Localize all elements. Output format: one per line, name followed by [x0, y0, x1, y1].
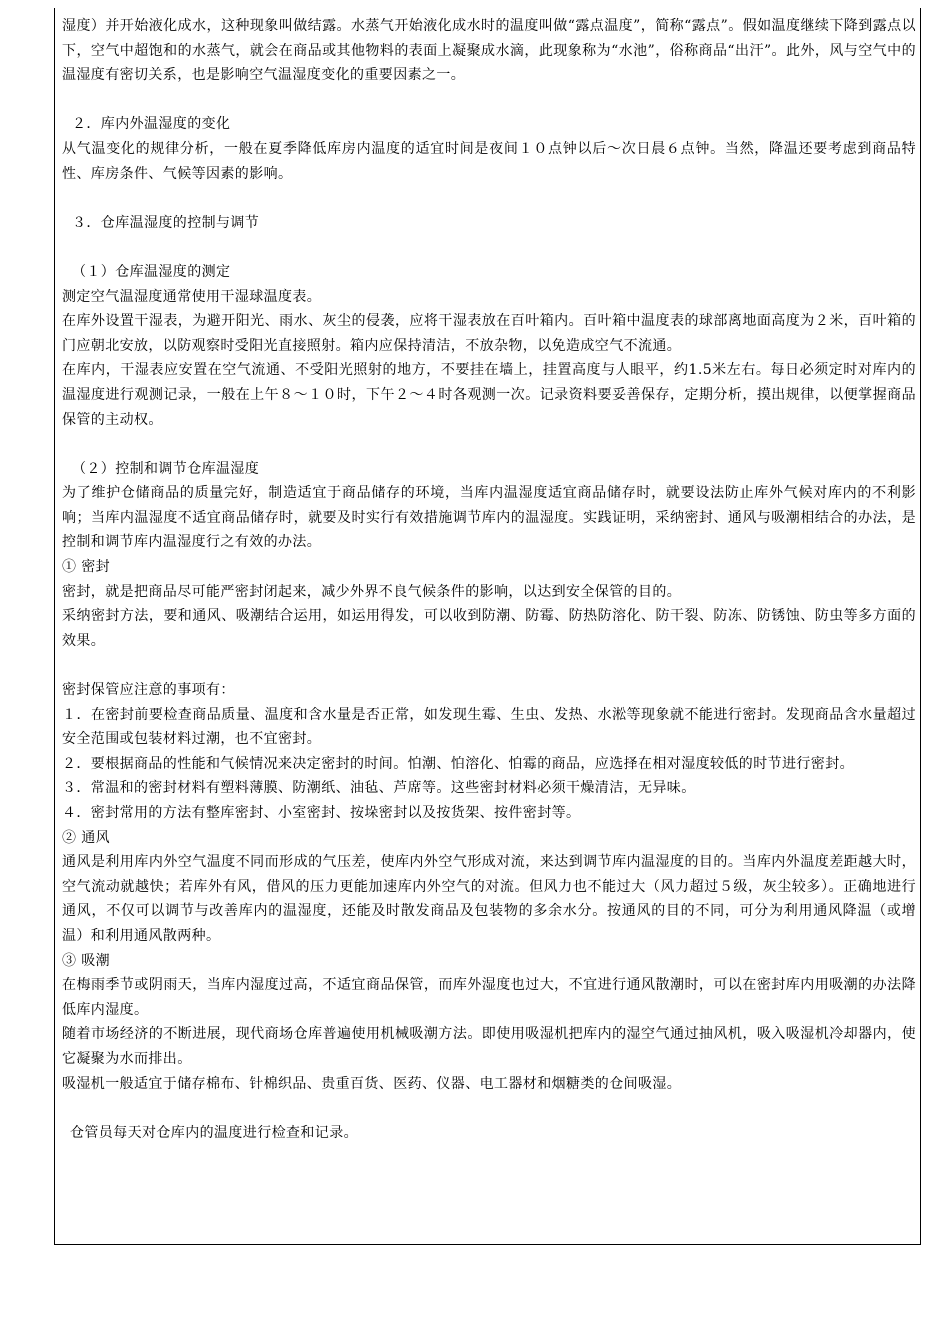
ventilation-title: ② 通风 — [62, 829, 111, 846]
section-2-heading: ２．库内外温湿度的变化 — [72, 116, 231, 133]
spacer — [62, 186, 916, 211]
subsection-1-paragraph: 在库外设置干湿表，为避开阳光、雨水、灰尘的侵袭，应将干湿表放在百叶箱内。百叶箱中温度表的球部离地面高度为２米，百叶箱的门应朝北安放，以防观察时受阳光直接照射。箱内应保持清洁，不放杂物，以免造成空气不流通。 — [62, 313, 916, 354]
spacer — [62, 1096, 916, 1121]
sealing-note: １．在密封前要检查商品质量、温度和含水量是否正常，如发现生霉、生虫、发热、水淞等现象就不能进行密封。发现商品含水量超过安全范围或包装材料过潮，也不宜密封。 — [62, 706, 916, 748]
subsection-1-paragraph: 在库内，干湿表应安置在空气流通、不受阳光照射的地方，不要挂在墙上，挂置高度与人眼平，约1.5米左右。每日必须定时对库内的温湿度进行观测记录，一般在上午８～１０时，下午２～４时各观测一次。记录资料要妥善保存，定期分析，摸出规律，以便掌握商品保管的主动权。 — [62, 362, 916, 428]
sealing-paragraph: 密封，就是把商品尽可能严密封闭起来，减少外界不良气候条件的影响，以达到安全保管的目的。 — [62, 583, 682, 600]
sealing-notes-title: 密封保管应注意的事项有： — [62, 682, 235, 699]
subsection-1-paragraph: 测定空气温湿度通常使用干湿球温度表。 — [62, 288, 322, 305]
moisture-paragraph: 随着市场经济的不断进展，现代商场仓库普遍使用机械吸潮方法。即使用吸湿机把库内的湿空气通过抽风机，吸入吸湿机冷却器内，使它凝聚为水而排出。 — [62, 1026, 916, 1067]
spacer — [62, 235, 916, 260]
spacer — [62, 653, 916, 678]
closing-paragraph: 仓管员每天对仓库内的温度进行检查和记录。 — [70, 1124, 358, 1141]
subsection-1-heading: （１）仓库温湿度的测定 — [72, 263, 231, 280]
ventilation-body: 通风是利用库内外空气温度不同而形成的气压差，使库内外空气形成对流，来达到调节库内温湿度的目的。当库内外温度差距越大时，空气流动就越快；若库外有风，借风的压力更能加速库内外空气的对流。但风力也不能过大（风力超过５级，灰尘较多）。正确地进行通风，不仅可以调节与改善库内的温湿度，还能及时散发商品及包装物的多余水分。按通风的目的不同，可分为利用通风降温（或增温）和利用通风散两种。 — [62, 854, 916, 944]
section-2-body: 从气温变化的规律分析，一般在夏季降低库房内温度的适宜时间是夜间１０点钟以后～次日晨６点钟。当然，降温还要考虑到商品特性、库房条件、气候等因素的影响。 — [62, 140, 916, 182]
sealing-paragraph: 采纳密封方法，要和通风、吸潮结合运用，如运用得发，可以收到防潮、防霉、防热防溶化、防干裂、防冻、防锈蚀、防虫等多方面的效果。 — [62, 608, 916, 649]
spacer — [62, 88, 916, 113]
subsection-2-intro: 为了维护仓储商品的质量完好，制造适宜于商品储存的环境，当库内温湿度适宜商品储存时，就要设法防止库外气候对库内的不利影响；当库内温湿度不适宜商品储存时，就要及时实行有效措施调节库内的温湿度。实践证明，采纳密封、通风与吸潮相结合的办法，是控制和调节库内温湿度行之有效的办法。 — [62, 485, 916, 551]
moisture-paragraph: 在梅雨季节或阴雨天，当库内湿度过高，不适宜商品保管，而库外湿度也过大，不宜进行通风散潮时，可以在密封库内用吸潮的办法降低库内湿度。 — [62, 977, 916, 1018]
moisture-paragraph: 吸湿机一般适宜于储存棉布、针棉织品、贵重百货、医药、仪器、电工器材和烟糖类的仓间吸湿。 — [62, 1075, 682, 1092]
intro-paragraph: 湿度）并开始液化成水，这种现象叫做结露。水蒸气开始液化成水时的温度叫做“露点温度”，简称“露点”。假如温度继续下降到露点以下，空气中超饱和的水蒸气，就会在商品或其他物料的表面上凝聚成水滴，此现象称为“水池”，俗称商品“出汗”。此外，风与空气中的温湿度有密切关系，也是影响空气温湿度变化的重要因素之一。 — [62, 18, 916, 84]
moisture-title: ③ 吸潮 — [62, 952, 111, 969]
sealing-note: ２．要根据商品的性能和气候情况来决定密封的时间。怕潮、怕溶化、怕霉的商品，应选择在相对湿度较低的时节进行密封。 — [62, 755, 854, 772]
subsection-2-heading: （２）控制和调节仓库温湿度 — [72, 460, 260, 477]
spacer — [62, 432, 916, 457]
document-body — [54, 8, 921, 1245]
sealing-note: ４．密封常用的方法有整库密封、小室密封、按垛密封以及按货架、按件密封等。 — [62, 805, 581, 821]
sealing-title: ① 密封 — [62, 559, 111, 576]
sealing-note: ３．常温和的密封材料有塑料薄膜、防潮纸、油毡、芦席等。这些密封材料必须干燥清洁，无异味。 — [62, 780, 696, 797]
section-3-heading: ３．仓库温湿度的控制与调节 — [72, 214, 260, 231]
